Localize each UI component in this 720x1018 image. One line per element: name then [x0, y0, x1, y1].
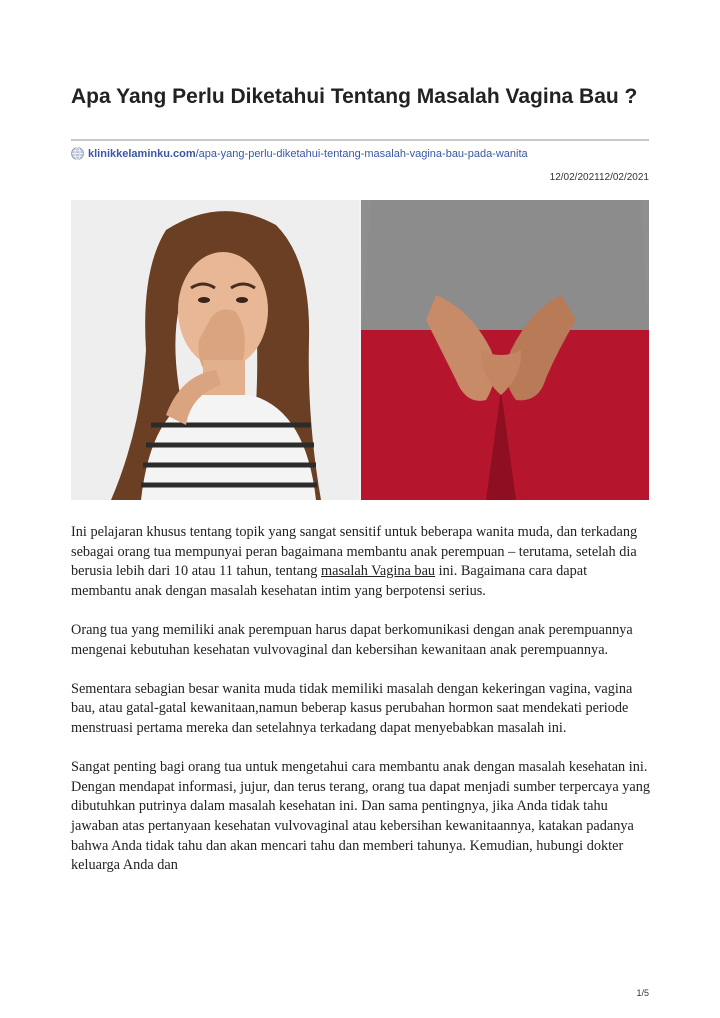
- globe-icon: [71, 147, 84, 160]
- article-body: [71, 523, 651, 895]
- page-number: 1/5: [636, 988, 649, 998]
- source-line: [71, 145, 651, 163]
- source-path-link[interactable]: /apa-yang-perlu-diketahui-tentang-masalah-vagina-bau-pada-wanita: [195, 148, 528, 160]
- paragraph-1: Ini pelajaran khusus tentang topik yang sangat sensitif untuk beberapa wanita muda, dan terkadang sebagai orang tua mempunyai peran bagaimana membantu anak perempuan – terutama, setelah dia berusia lebih dari 10 atau 11 tahun, tentang masalah Vagina bau ini. Bagaimana cara dapat membantu anak dengan masalah kesehatan intim yang berpotensi serius.: [71, 524, 638, 599]
- source-domain-link[interactable]: klinikkelaminku.com: [88, 148, 196, 160]
- title-divider: [71, 139, 649, 141]
- paragraph-2: Orang tua yang memiliki anak perempuan harus dapat berkomunikasi dengan anak perempuannya mengenai kebutuhan kesehatan vulvovaginal dan kebersihan kewanitaan anak perempuannya.: [71, 621, 633, 658]
- hero-photo-illustration: [71, 200, 649, 500]
- paragraph-3: Sementara sebagian besar wanita muda tidak memiliki masalah dengan kekeringan vagina, vagina bau, atau gatal-gatal kewanitaan,namun beberap kasus perubahan hormon saat mendekati periode menstruasi pertama mereka dan setelahnya terkadang dapat menyebabkan masalah ini.: [71, 680, 633, 736]
- publish-date: 12/02/202112/02/2021: [549, 172, 649, 183]
- vagina-bau-link[interactable]: masalah Vagina bau: [321, 563, 436, 580]
- hero-image: [71, 200, 649, 500]
- paragraph-4: Sangat penting bagi orang tua untuk mengetahui cara membantu anak dengan masalah kesehatan ini. Dengan mendapat informasi, jujur, dan terus terang, orang tua dapat menjadi sumber terpercaya yang dibutuhkan putrinya dalam masalah kesehatan ini. Dan sama pentingnya, jika Anda tidak tahu jawaban atas pertanyaan kesehatan vulvovaginal atau kebersihan kewanitaannya, katakan padanya bahwa Anda tidak tahu dan akan mencari tahu dan memberi tahunya. Kemudian, hubungi dokter keluarga Anda dan: [71, 759, 651, 874]
- article-title: Apa Yang Perlu Diketahui Tentang Masalah Vagina Bau ?: [71, 85, 638, 108]
